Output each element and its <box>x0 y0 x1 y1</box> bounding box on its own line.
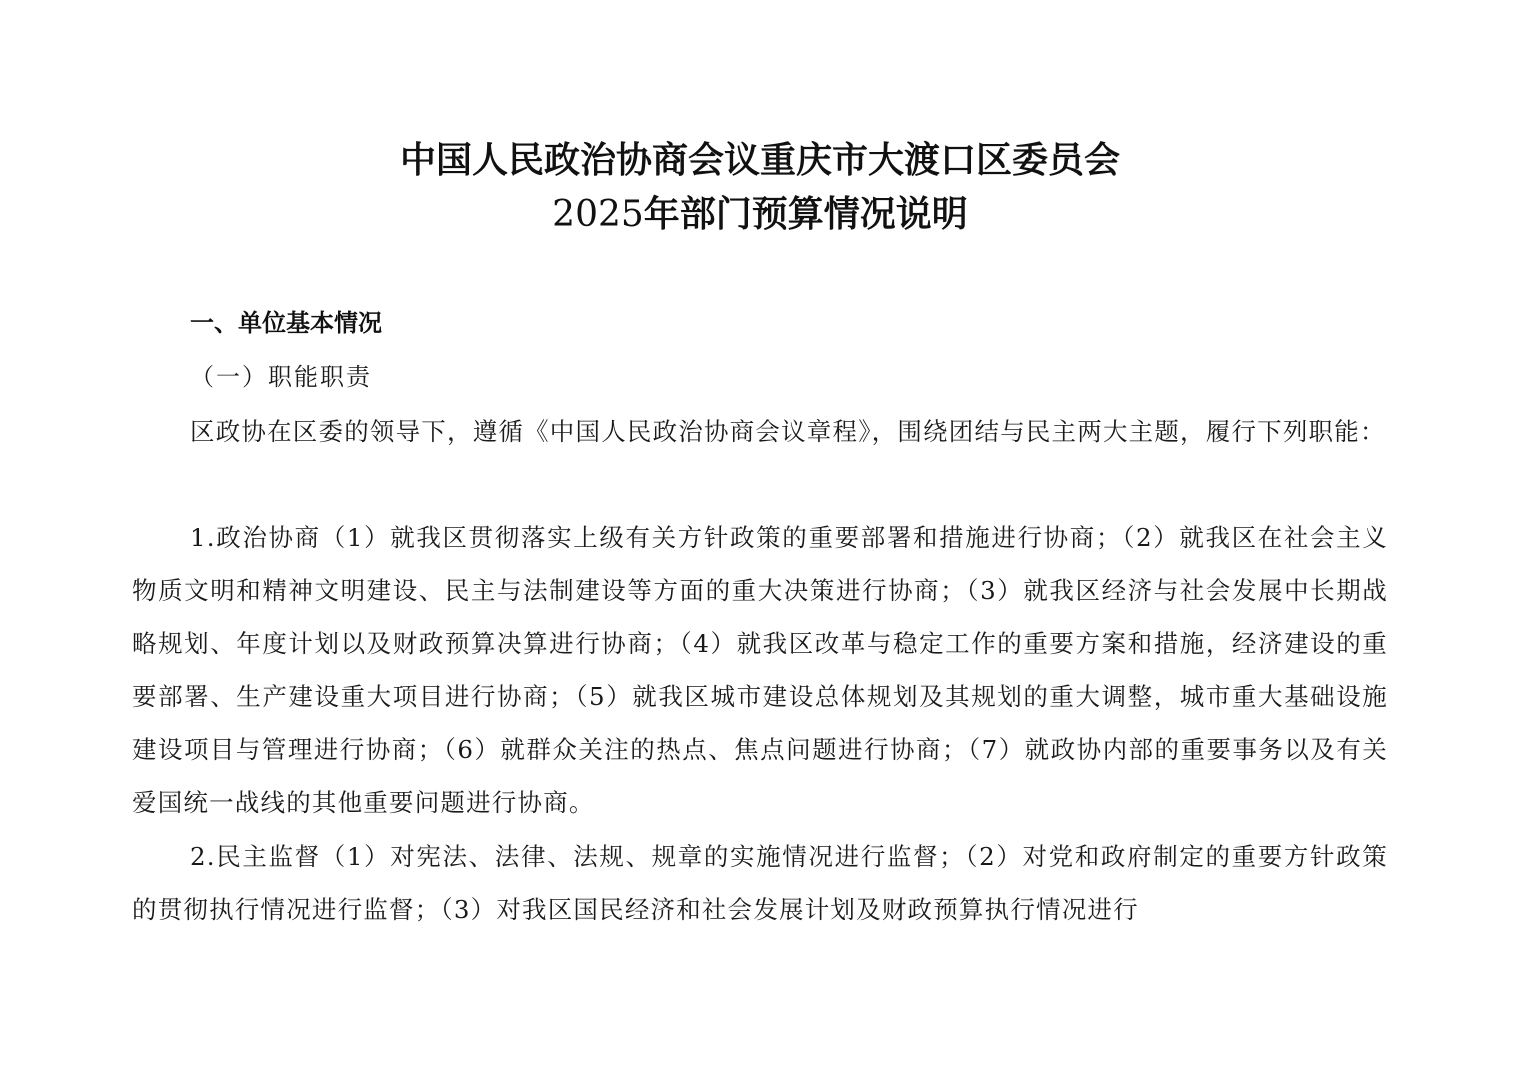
paragraph-political-consultation: 1.政治协商（1）就我区贯彻落实上级有关方针政策的重要部署和措施进行协商；（2）就我区在社会主义物质文明和精神文明建设、民主与法制建设等方面的重大决策进行协商；（3）就我区经济与社会发展中长期战略规划、年度计划以及财政预算决算进行协商；（4）就我区改革与稳定工作的重要方案和措施，经济建设的重要部署、生产建设重大项目进行协商；（5）就我区城市建设总体规划及其规划的重大调整，城市重大基础设施建设项目与管理进行协商；（6）就群众关注的热点、焦点问题进行协商；（7）就政协内部的重要事务以及有关爱国统一战线的其他重要问题进行协商。 <box>132 523 1388 817</box>
document-title-line-2 <box>132 194 1388 235</box>
subsection-heading-duties: （一）职能职责 <box>190 363 372 391</box>
paragraph-democratic-supervision: 2.民主监督（1）对宪法、法律、法规、规章的实施情况进行监督；（2）对党和政府制定的重要方针政策的贯彻执行情况进行监督；（3）对我区国民经济和社会发展计划及财政预算执行情况进行 <box>132 842 1388 924</box>
title-subject: 年部门预算情况说明 <box>643 193 968 235</box>
title-year: 2025 <box>552 194 644 235</box>
paragraph-intro: 区政协在区委的领导下，遵循《中国人民政治协商会议章程》，围绕团结与民主两大主题，履行下列职能： <box>190 417 1386 446</box>
section-heading-basic-info: 一、单位基本情况 <box>190 309 382 337</box>
document-title-line-1: 中国人民政治协商会议重庆市大渡口区委员会 <box>399 139 1120 181</box>
